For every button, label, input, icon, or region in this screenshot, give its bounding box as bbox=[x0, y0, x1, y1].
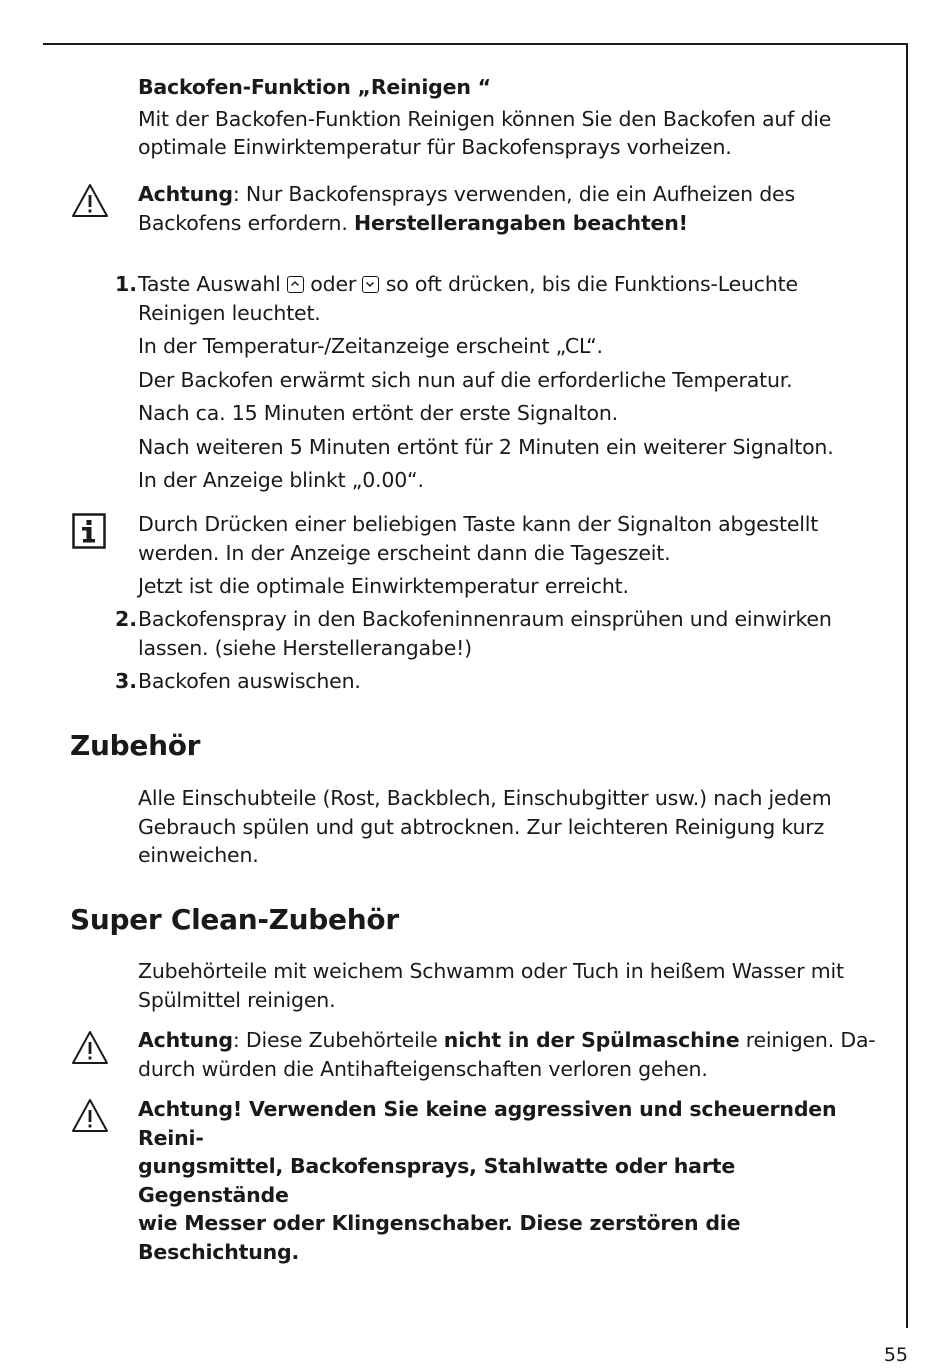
super-clean-heading: Super Clean-Zubehör bbox=[70, 903, 399, 936]
warning-block-2 bbox=[138, 1026, 888, 1083]
info-block bbox=[138, 510, 888, 601]
info-line2: werden. In der Anzeige erscheint dann die Tageszeit. bbox=[138, 540, 671, 565]
warning-1-label: Achtung bbox=[138, 182, 233, 206]
step-2-line2: lassen. (siehe Herstellerangabe!) bbox=[138, 635, 472, 660]
page-number: 55 bbox=[883, 1344, 908, 1366]
super-clean-line2: Spülmittel reinigen. bbox=[138, 987, 336, 1012]
warning-1-line2 bbox=[138, 209, 888, 238]
super-clean-block bbox=[138, 957, 888, 1014]
step-1-text-c: so oft drücken, bis die Funktions-Leuchte bbox=[379, 272, 798, 296]
warning-1-line1-text: : Nur Backofensprays verwenden, die ein Aufheizen des bbox=[232, 182, 795, 206]
accessories-line1: Alle Einschubteile (Rost, Backblech, Einschubgitter usw.) nach jedem bbox=[138, 786, 832, 810]
cleaning-intro-line2: optimale Einwirktemperatur für Backofensprays vorheizen. bbox=[138, 135, 732, 159]
warning-triangle-icon bbox=[70, 1029, 110, 1067]
warning-2-text-c: reinigen. Da- bbox=[739, 1028, 876, 1052]
info-line1: Durch Drücken einer beliebigen Taste kann der Signalton abgestellt bbox=[138, 512, 819, 536]
warning-3-line1: Achtung! Verwenden Sie keine aggressiven und scheuernden Reini- bbox=[138, 1097, 837, 1150]
step-3-line1: Backofen auswischen. bbox=[138, 669, 361, 693]
warning-2-text-a: : Diese Zubehörteile bbox=[232, 1028, 444, 1052]
up-arrow-key-icon bbox=[287, 276, 304, 293]
warning-2-line1 bbox=[138, 1026, 888, 1055]
warning-2-bold: nicht in der Spülmaschine bbox=[443, 1028, 740, 1052]
step-2-number: 2. bbox=[115, 607, 138, 631]
accessories-line3: einweichen. bbox=[138, 843, 259, 867]
down-arrow-key-icon bbox=[362, 276, 379, 293]
step-1-text-a: Taste Auswahl bbox=[138, 272, 287, 296]
warning-1-line2-text: Backofens erfordern. bbox=[138, 210, 354, 235]
step-1-block bbox=[138, 270, 888, 495]
step-1-text-b: oder bbox=[303, 272, 363, 296]
step-1-line3: In der Temperatur-/Zeitanzeige erscheint „CL“. bbox=[138, 334, 603, 358]
cleaning-intro-line1: Mit der Backofen-Funktion Reinigen können Sie den Backofen auf die bbox=[138, 106, 832, 131]
step-3-block bbox=[138, 667, 888, 696]
cleaning-function-heading: Backofen-Funktion „Reinigen “ bbox=[138, 75, 491, 99]
warning-1-line1 bbox=[138, 180, 888, 209]
accessories-heading: Zubehör bbox=[70, 729, 201, 762]
info-line3: Jetzt ist die optimale Einwirktemperatur erreicht. bbox=[138, 574, 629, 598]
right-rule bbox=[906, 43, 908, 1328]
warning-3-line2: gungsmittel, Backofensprays, Stahlwatte oder harte Gegenstände bbox=[138, 1154, 736, 1207]
step-2-block bbox=[138, 605, 888, 662]
warning-triangle-icon bbox=[70, 182, 110, 220]
step-1-line4: Der Backofen erwärmt sich nun auf die erforderliche Temperatur. bbox=[138, 367, 793, 392]
warning-2-label: Achtung bbox=[138, 1028, 233, 1052]
warning-3-line3: wie Messer oder Klingenschaber. Diese zerstören die Beschichtung. bbox=[138, 1211, 741, 1264]
warning-1-bold: Herstellerangaben beachten! bbox=[354, 210, 688, 235]
accessories-line2: Gebrauch spülen und gut abtrocknen. Zur leichteren Reinigung kurz bbox=[138, 814, 825, 839]
warning-2-line2: durch würden die Antihafteigenschaften verloren gehen. bbox=[138, 1056, 708, 1081]
step-1-line7: In der Anzeige blinkt „0.00“. bbox=[138, 468, 424, 492]
step-3-number: 3. bbox=[115, 669, 138, 693]
warning-block-3 bbox=[138, 1095, 888, 1266]
step-1-line5: Nach ca. 15 Minuten ertönt der erste Signalton. bbox=[138, 401, 618, 425]
cleaning-function-section bbox=[138, 73, 888, 162]
step-1-number: 1. bbox=[115, 272, 138, 296]
top-rule bbox=[43, 43, 908, 45]
step-1-line2: Reinigen leuchtet. bbox=[138, 300, 321, 325]
accessories-block bbox=[138, 784, 888, 870]
warning-triangle-icon bbox=[70, 1097, 110, 1135]
step-2-line1: Backofenspray in den Backofeninnenraum einsprühen und einwirken bbox=[138, 607, 832, 631]
info-icon bbox=[72, 513, 106, 549]
warning-block-1 bbox=[138, 180, 888, 237]
step-1-line6: Nach weiteren 5 Minuten ertönt für 2 Minuten ein weiterer Signalton. bbox=[138, 434, 834, 459]
super-clean-line1: Zubehörteile mit weichem Schwamm oder Tuch in heißem Wasser mit bbox=[138, 959, 844, 983]
step-1-line1 bbox=[138, 270, 888, 299]
